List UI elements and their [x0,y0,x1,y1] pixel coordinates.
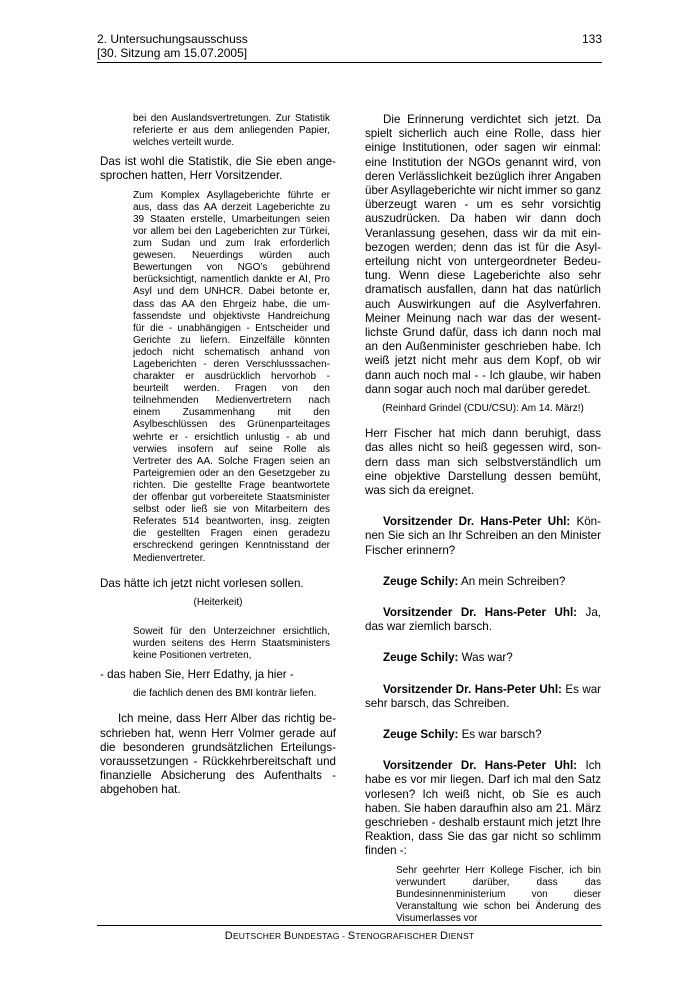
speech-schily-3 [365,728,601,742]
speaker-uhl: Vorsitzender Dr. Hans-Peter Uhl: [383,682,562,696]
quote-bmi: die fachlich denen des BMI konträr liefen. [133,688,317,700]
speech-uhl-2 [365,606,601,634]
paragraph-fischer: Herr Fischer hat mich dann beruhigt, dass das alles nicht so heiß gegessen wird, sondern dass man sich selbstverständlich um eine objektive Darstellung dessen bemüht, was sich da ereignet. [365,427,601,497]
speech-uhl-4 [365,759,601,858]
speech-uhl-1 [365,515,601,558]
speaker-uhl: Vorsitzender Dr. Hans-Peter Uhl: [383,759,578,773]
page-footer [97,930,602,942]
speech-text: An mein Schreiben? [458,574,566,588]
quote-positionen: Soweit für den Unterzeichner ersichtlich, wurden seitens des Herrn Staatsministers keine Positionen vertreten, [133,625,330,662]
speech-text: Was war? [458,651,513,665]
speaker-uhl: Vorsitzender Dr. Hans-Peter Uhl: [383,515,571,529]
paragraph-edathy: - das haben Sie, Herr Edathy, ja hier - [100,668,294,682]
left-column [100,113,336,798]
paragraph-erinnerung: Die Erinnerung verdichtet sich jetzt. Da spielt sicherlich auch eine Rolle, dass hier einige Institutionen, oder sagen wir einmal: eine Institution der NGOs genannt wird, von deren Verlässlichkeit bezüglich ihrer Angaben über Asyllageberichte wir nicht immer so ganz überzeugt waren - um es sehr vorsichtig auszudrücken. Da haben wir dann doch Veranlassung gesehen, dass wir da mit einbezogen werden; denn das ist für die Asylerteilung nicht von untergeordneter Bedeutung. Wenn diese Lageberichte also sehr dramatisch ausfallen, dann hat das natürlich auch Auswirkungen auf die Asylverfahren. Meiner Meinung nach war das der wesentlichste Grund dafür, dass ich dann noch mal an den Außenminister geschrieben habe. Ich weiß jetzt nicht mehr aus dem Kopf, ob wir dann auch noch mal - - Ich glaube, wir haben dann sogar auch noch mal darüber geredet. [365,113,601,396]
interjection-heiterkeit: (Heiterkeit) [193,596,243,608]
speaker-schily: Zeuge Schily: [383,728,459,741]
footer-text: B [283,930,292,942]
page-header [97,32,602,60]
footer-text: TENOGRAFISCHER [355,931,441,941]
footer-text: D [224,930,233,942]
quote-asyllageberichte: Zum Komplex Asyllageberichte führte er aus, dass das AA derzeit Lageberichte zu 39 Staaten erstelle, Umarbeitungen seien vor allem bei den Lageberichten zur Türkei, zum Sudan und zum Irak erforderlich gewesen. Neuerdings würden auch Bewertungen von NGO’s gebührend berücksichtigt, namentlich dankte er AI, Pro Asyl und dem UNHCR. Dabei betonte er, dass das AA den Ehrgeiz habe, die umfassendste und objektivste Handreichung für die - unabhängigen - Entscheider und Gerichte zu liefern. Einzelfälle könnten jedoch nicht schematisch anhand von Lageberichten - deren Verschlusssachencharakter er ausdrücklich hervorhob - beurteilt werden. Fragen von den teilnehmenden Medienvertretern nach einem Zusammenhang mit den Asylbeschlüssen des Grünenparteitages wehrte er - ersichtlich unlustig - ab und verwies insofern auf seine Rolle als Vertreter des AA. Solche Fragen seien an Parteigremien oder an den Gesetzgeber zu richten. Die gestellte Frage beantwortete der offenbar gut vorbereitete Staatsminister selbst oder ließ sie von Mitarbeitern des Referates 514 beantworten, insg. zeigten die gestellten Fragen einen geradezu erschreckend geringen Kenntnisstand der Medienvertreter. [133,189,330,564]
footer-text: IENST [448,931,475,941]
paragraph-statistik: Das ist wohl die Statistik, die Sie eben angesprochen hatten, Herr Vorsitzender. [100,155,336,183]
footer-text: UNDESTAG - [291,931,348,941]
speaker-schily: Zeuge Schily: [383,651,459,665]
quote-statistik: bei den Auslandsvertretungen. Zur Statistik referierte er aus dem anliegenden Papier, welches verteilt wurde. [133,113,330,149]
header-committee: 2. Untersuchungsausschuss [97,32,248,46]
paragraph-vorlesen: Das hätte ich jetzt nicht vorlesen sollen. [100,576,304,590]
header-session: [30. Sitzung am 15.07.2005] [97,46,248,60]
footer-rule [97,925,602,926]
speaker-schily: Zeuge Schily: [383,574,459,588]
speech-schily-1 [365,575,601,589]
footer-text: EUTSCHER [232,931,284,941]
speech-uhl-3 [365,683,601,711]
speech-text: Es war sehr barsch, das Schreiben. [365,682,601,710]
speech-text: Ja, das war ziemlich barsch. [365,605,601,634]
speech-text: Ich habe es vor mir liegen. Darf ich mal den Satz vorlesen? Ich weiß nicht, ob Sie es auch haben. Sie haben daraufhin also am 21. März geschrieben - deshalb erstaunt mich jetzt Ihre Reaktion, dass Sie das gar nicht so schlimm finden -: [365,759,601,858]
footer-text: D [440,930,449,942]
page-number: 133 [581,32,602,46]
interjection-grindel: (Reinhard Grindel (CDU/CSU): Am 14. März!) [382,403,584,415]
quote-letter: Sehr geehrter Herr Kollege Fischer, ich bin verwundert darüber, dass das Bundesinnenministerium von dieser Veranstaltung wie schon bei Änderung des Visumerlasses vor [396,864,601,924]
right-column [365,113,601,925]
speech-text: Können Sie sich an Ihr Schreiben an den Minister Fischer erinnern? [365,515,601,557]
header-rule [97,62,602,63]
paragraph-alber: Ich meine, dass Herr Alber das richtig beschrieben hat, wenn Herr Volmer gerade auf die besonderen grundsätzlichen Erteilungsvoraussetzungen - Rückkehrbereitschaft und finanzielle Absicherung des Aufenthalts - abgehoben hat. [100,712,336,797]
speaker-uhl: Vorsitzender Dr. Hans-Peter Uhl: [383,605,578,619]
speech-schily-2 [365,651,601,665]
speech-text: Es war barsch? [458,728,542,741]
footer-text: S [347,930,356,942]
